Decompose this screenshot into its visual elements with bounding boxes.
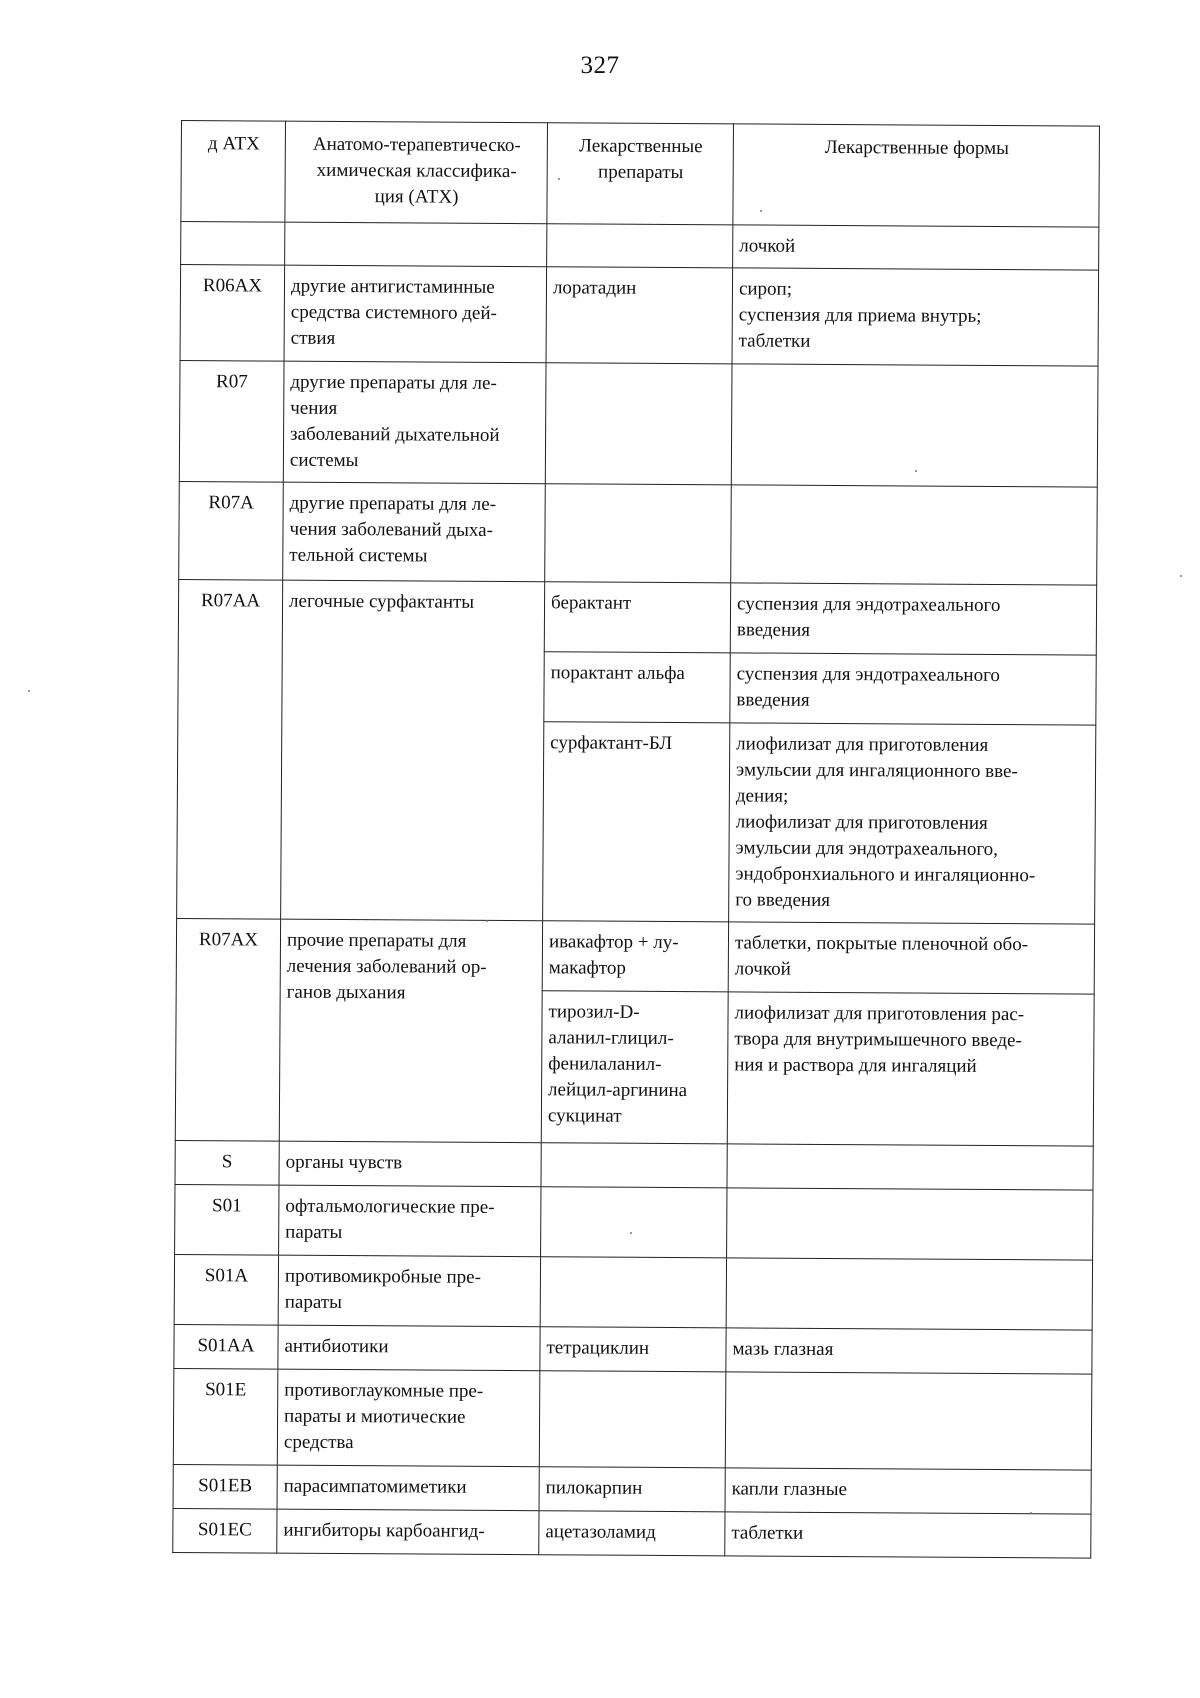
- drug-cell: берактант: [544, 582, 730, 653]
- atx-code-cell: R07: [179, 360, 284, 482]
- classification-cell: антибиотики: [278, 1325, 540, 1371]
- drug-cell: [541, 1143, 727, 1188]
- classification-cell: [285, 222, 547, 267]
- table-body: [173, 222, 1099, 1559]
- classification-cell: другие препараты для ле- чения заболеваний дыха- тельной системы: [283, 482, 546, 582]
- scan-speck: [558, 178, 560, 180]
- dosage-form-cell: лиофилизат для приготовления эмульсии для ингаляционного вве- дения; лиофилизат для приготовления эмульсии для эндотрахеального, эндобронхиального и ингаляционно- го введения: [729, 723, 1096, 924]
- drug-cell: порактант альфа: [544, 652, 730, 723]
- table-row: [174, 1254, 1092, 1330]
- scan-speck: [915, 470, 917, 472]
- classification-cell: другие антигистаминные средства системного дей- ствия: [284, 265, 547, 363]
- classification-cell: органы чувств: [279, 1141, 541, 1187]
- atx-code-cell: R07A: [179, 481, 284, 580]
- drug-cell: [545, 484, 732, 583]
- atx-code-cell: S: [175, 1140, 279, 1185]
- drug-cell: сурфактант-БЛ: [543, 722, 730, 922]
- drug-cell: лоратадин: [546, 267, 733, 364]
- table-row: [180, 265, 1099, 367]
- atx-code-cell: S01E: [173, 1368, 278, 1465]
- atx-code-cell: [181, 222, 285, 266]
- classification-cell: офтальмологические пре- параты: [279, 1185, 541, 1257]
- drug-cell: [547, 224, 733, 268]
- table-row: [173, 1508, 1091, 1558]
- dosage-form-cell: суспензия для эндотрахеального введения: [730, 653, 1096, 725]
- table-row: [174, 1324, 1092, 1374]
- scan-speck: [1180, 575, 1182, 577]
- table-row: [175, 1184, 1093, 1260]
- dosage-form-cell: капли глазные: [725, 1468, 1091, 1514]
- classification-cell: противомикробные пре- параты: [278, 1255, 540, 1327]
- classification-cell: прочие препараты для лечения заболеваний ор- ганов дыхания: [279, 919, 542, 1143]
- dosage-form-cell: [726, 1258, 1092, 1330]
- classification-cell: противоглаукомные пре- параты и миотические средства: [277, 1369, 540, 1467]
- table-row: [176, 918, 1094, 994]
- classification-cell: ингибиторы карбоангид-: [277, 1509, 539, 1555]
- drug-cell: [541, 1187, 727, 1258]
- page-number: 327: [580, 52, 620, 79]
- atx-code-cell: S01EB: [173, 1464, 277, 1509]
- table-row: [179, 481, 1098, 585]
- table-row: [173, 1464, 1091, 1514]
- scan-speck: [630, 1232, 632, 1234]
- atx-code-cell: R07AX: [175, 918, 280, 1141]
- dosage-form-cell: [731, 485, 1098, 585]
- dosage-form-cell: [727, 1188, 1093, 1260]
- drug-cell: ацетазоламид: [539, 1511, 725, 1556]
- dosage-form-cell: [731, 364, 1098, 487]
- atx-code-cell: S01: [175, 1184, 279, 1255]
- table-row: [181, 222, 1099, 271]
- dosage-form-cell: суспензия для эндотрахеального введения: [730, 583, 1096, 655]
- drug-cell: [539, 1371, 726, 1468]
- drug-cell: пилокарпин: [539, 1467, 725, 1512]
- drug-cell: [540, 1257, 726, 1328]
- atx-classification-table: [172, 120, 1100, 1559]
- atx-code-cell: S01AA: [174, 1324, 278, 1369]
- scan-speck: [760, 210, 762, 212]
- drug-cell: тетрациклин: [540, 1327, 726, 1372]
- dosage-form-cell: таблетки, покрытые пленочной обо- лочкой: [728, 922, 1094, 994]
- table-header-row: [181, 121, 1100, 228]
- dosage-form-cell: [727, 1144, 1093, 1190]
- dosage-form-cell: мазь глазная: [726, 1328, 1092, 1374]
- atx-code-cell: S01EC: [173, 1508, 277, 1553]
- drug-cell: тирозил-D- аланил-глицил- фенилаланил- лейцил-аргинина сукцинат: [541, 991, 728, 1144]
- classification-cell: другие препараты для ле- чения заболеваний дыхательной системы: [283, 361, 546, 484]
- drug-cell: ивакафтор + лу- макафтор: [542, 921, 728, 992]
- dosage-form-cell: лочкой: [733, 225, 1099, 270]
- header-drugs: Лекарственные препараты: [547, 123, 734, 225]
- header-atx-code: д АТХ: [181, 121, 286, 223]
- header-classification: Анатомо-терапевтическо- химическая классифика- ция (АТХ): [285, 121, 548, 224]
- dosage-form-cell: сироп; суспензия для приема внутрь; таблетки: [732, 268, 1099, 366]
- dosage-form-cell: таблетки: [725, 1512, 1091, 1558]
- scan-speck: [28, 690, 30, 692]
- scan-speck: [486, 920, 488, 922]
- scan-speck: [1030, 1512, 1032, 1514]
- classification-cell: легочные сурфактанты: [281, 580, 545, 921]
- table-row: [175, 1140, 1093, 1190]
- table-row: [173, 1368, 1092, 1470]
- table-row: [179, 360, 1098, 487]
- dosage-form-cell: лиофилизат для приготовления рас- твора для внутримышечного введе- ния и раствора для ингаляций: [727, 992, 1094, 1146]
- table-row: [178, 579, 1096, 655]
- dosage-form-cell: [725, 1372, 1092, 1470]
- atx-code-cell: R06AX: [180, 265, 285, 362]
- atx-code-cell: S01A: [174, 1254, 278, 1325]
- atx-code-cell: R07AA: [177, 579, 283, 919]
- drug-cell: [545, 363, 732, 485]
- header-dosage-forms: Лекарственные формы: [733, 124, 1100, 227]
- classification-cell: парасимпатомиметики: [277, 1465, 539, 1511]
